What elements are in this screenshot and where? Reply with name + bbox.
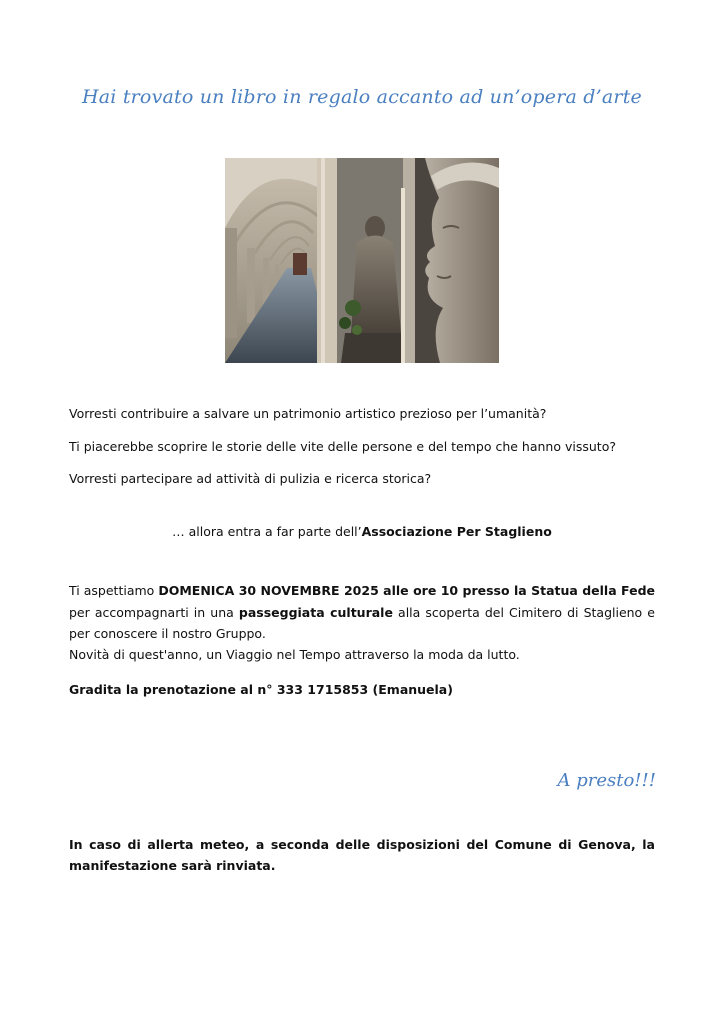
invite-text-1: Ti aspettiamo	[69, 583, 159, 598]
page-title: Hai trovato un libro in regalo accanto ad un’opera d’arte	[82, 86, 642, 108]
invite-text-3: alla scoperta del Cimitero di Staglieno e per conoscere il nostro Gruppo.	[69, 604, 655, 641]
cloister-photo-illustration	[225, 158, 499, 363]
invitation-paragraph	[69, 580, 655, 645]
association-prefix: … allora entra a far parte dell’	[172, 524, 362, 539]
booking-line: Gradita la prenotazione al n° 333 1715853 (Emanuela)	[69, 682, 453, 697]
question-2: Ti piacerebbe scoprire le storie delle vite delle persone e del tempo che hanno vissuto?	[69, 439, 616, 454]
question-3: Vorresti partecipare ad attività di pulizia e ricerca storica?	[69, 471, 432, 486]
novelty-line: Novità di quest'anno, un Viaggio nel Tempo attraverso la moda da lutto.	[69, 647, 520, 662]
weather-note: In caso di allerta meteo, a seconda delle disposizioni del Comune di Genova, la manifestazione sarà rinviata.	[69, 837, 655, 873]
walk-label: passeggiata culturale	[238, 604, 393, 620]
question-1: Vorresti contribuire a salvare un patrimonio artistico prezioso per l’umanità?	[69, 406, 547, 421]
closing-greeting: A presto!!!	[557, 770, 656, 791]
association-line	[0, 524, 724, 539]
event-date: DOMENICA 30 NOVEMBRE 2025 alle ore 10 presso la Statua della Fede	[158, 583, 655, 598]
association-name: Associazione Per Staglieno	[361, 524, 552, 539]
header-photo	[225, 158, 499, 363]
invite-text-2: per accompagnarti in una	[69, 604, 239, 620]
